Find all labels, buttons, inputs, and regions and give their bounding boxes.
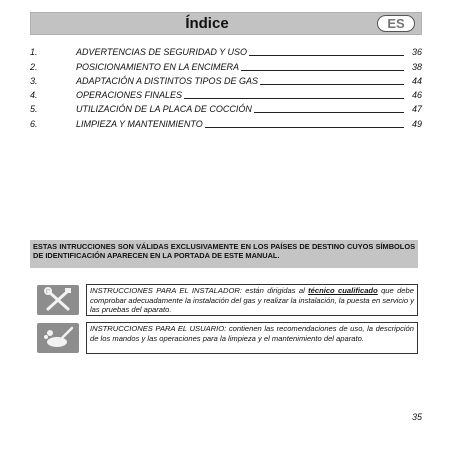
toc-page: 38 [411,61,422,72]
toc-number: 6. [30,118,38,129]
toc-number: 3. [30,75,38,86]
installer-text: INSTRUCCIONES PARA EL INSTALADOR: están dirigidas al técnico cualificado que debe comprobar adecuadamente la instalación del gas y realizar la instalación, la puesta en servicio y las pruebas del aparato. [86,284,418,316]
user-instructions [30,322,418,356]
table-of-contents [30,44,422,130]
toc-entry[interactable] [30,101,422,115]
toc-leader-line [249,55,404,56]
toc-entry[interactable] [30,44,422,58]
toc-title: POSICIONAMIENTO EN LA ENCIMERA [76,61,240,72]
toc-number: 2. [30,61,38,72]
qualified-technician: técnico cualificado [308,286,378,295]
toc-page: 36 [411,47,422,58]
user-text: INSTRUCCIONES PARA EL USUARIO: contienen las recomendaciones de uso, la descripción de los mandos y las operaciones para la limpieza y el mantenimiento del aparato. [86,322,418,354]
toc-entry[interactable] [30,115,422,129]
toc-page: 44 [411,75,422,86]
language-badge: ES [377,15,415,32]
page-title: Índice [185,15,229,32]
toc-title: ADVERTENCIAS DE SEGURIDAD Y USO [76,47,248,58]
header-bar [30,12,422,35]
page-number: 35 [411,412,422,422]
toc-title: ADAPTACIÓN A DISTINTOS TIPOS DE GAS [76,75,259,86]
toc-page: 49 [411,118,422,129]
toc-title: UTILIZACIÓN DE LA PLACA DE COCCIÓN [76,104,252,115]
toc-leader-line [241,70,404,71]
cleaning-icon [41,325,75,351]
validity-notice: ESTAS INTRUCCIONES SON VÁLIDAS EXCLUSIVAMENTE EN LOS PAÍSES DE DESTINO CUYOS SÍMBOLOS DE IDENTIFICACIÓN APARECEN EN LA PORTADA DE ESTE MANUAL. [30,240,418,268]
toc-entry[interactable] [30,73,422,87]
toc-title: LIMPIEZA Y MANTENIMIENTO [76,118,203,129]
toc-page: 47 [411,104,422,115]
toc-leader-line [254,112,404,113]
toc-page: 46 [411,90,422,101]
toc-title: OPERACIONES FINALES [76,90,183,101]
toc-number: 4. [30,90,38,101]
toc-leader-line [205,127,404,128]
toc-entry[interactable] [30,58,422,72]
toc-entry[interactable] [30,87,422,101]
toc-number: 1. [30,47,38,58]
toc-leader-line [260,84,404,85]
toc-number: 5. [30,104,38,115]
installer-instructions [30,284,418,318]
toc-leader-line [184,98,404,99]
tools-icon [41,287,75,313]
